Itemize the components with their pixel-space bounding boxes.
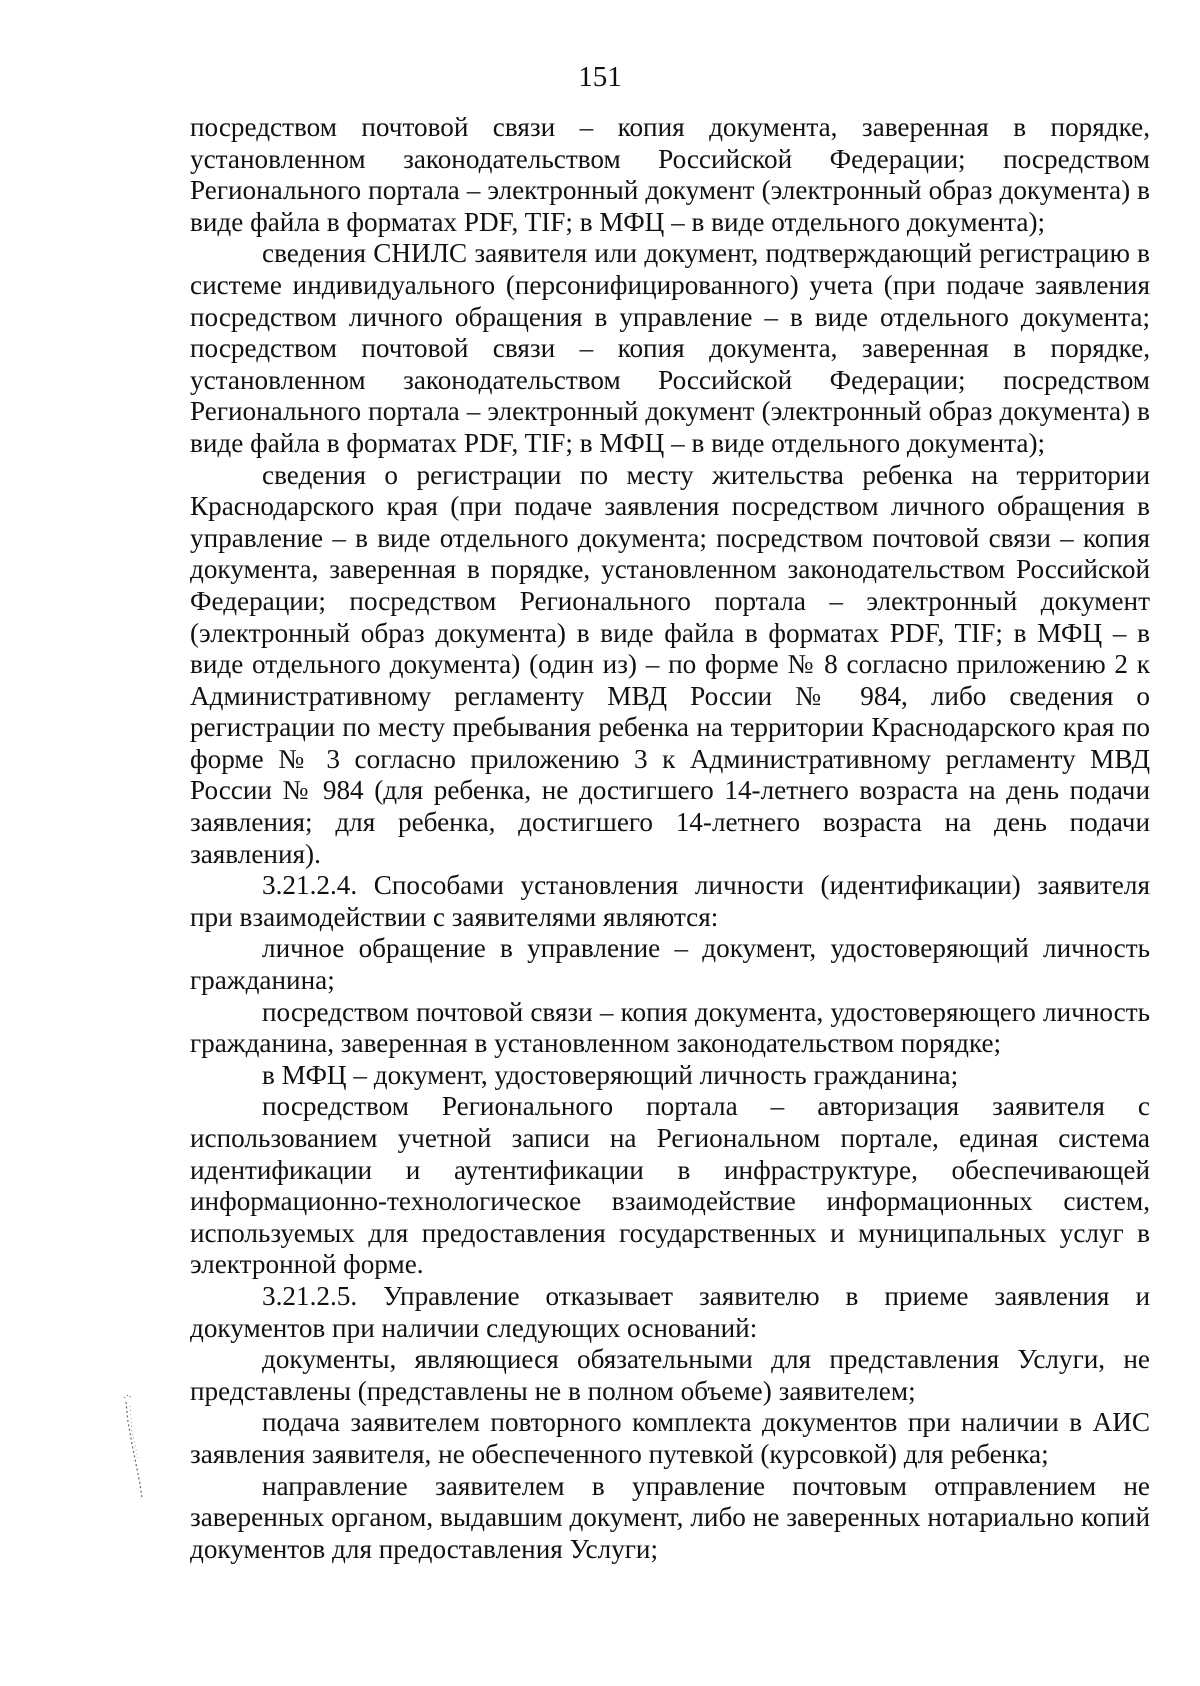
paragraph-postal-identity: посредством почтовой связи – копия документа, удостоверяющего личность гражданина, заверенная в установленном законодательством порядке;	[190, 996, 1150, 1059]
margin-pencil-mark	[118, 1392, 162, 1502]
paragraph-missing-documents: документы, являющиеся обязательными для представления Услуги, не представлены (представлены не в полном объеме) заявителем;	[190, 1344, 1150, 1406]
paragraph-refusal-grounds: 3.21.2.5. Управление отказывает заявителю в приеме заявления и документов при наличии следующих оснований:	[190, 1280, 1150, 1343]
document-body	[190, 112, 1150, 1565]
paragraph-mfc: в МФЦ – документ, удостоверяющий личность гражданина;	[262, 1059, 959, 1090]
paragraph-snils: сведения СНИЛС заявителя или документ, подтверждающий регистрацию в системе индивидуального (персонифицированного) учета (при подаче заявления посредством личного обращения в управление – в виде отдельного документа; посредством почтовой связи – копия документа, заверенная в порядке, установленном законодательством Российской Федерации; посредством Регионального портала – электронный документ (электронный образ документа) в виде файла в форматах PDF, TIF; в МФЦ – в виде отдельного документа);	[190, 238, 1150, 458]
paragraph-regional-portal: посредством Регионального портала – авторизация заявителя с использованием учетной записи на Региональном портале, единая система идентификации и аутентификации в инфраструктуре, обеспечивающей информационно-технологическое взаимодействие информационных систем, используемых для предоставления государственных и муниципальных услуг в электронной форме.	[190, 1091, 1150, 1280]
paragraph-postal-copy: посредством почтовой связи – копия документа, заверенная в порядке, установленном законодательством Российской Федерации; посредством Регионального портала – электронный документ (электронный образ документа) в виде файла в форматах PDF, TIF; в МФЦ – в виде отдельного документа);	[190, 112, 1150, 237]
paragraph-unverified-copies: направление заявителем в управление почтовым отправлением не заверенных органом, выдавшим документ, либо не заверенных нотариально копий документов для предоставления Услуги;	[190, 1470, 1150, 1564]
page-number: 151	[578, 61, 622, 93]
paragraph-registration: сведения о регистрации по месту жительства ребенка на территории Краснодарского края (при подаче заявления посредством личного обращения в управление – в виде отдельного документа; посредством почтовой связи – копия документа, заверенная в порядке, установленном законодательством Российской Федерации; посредством Регионального портала – электронный документ (электронный образ документа) в виде файла в форматах PDF, TIF; в МФЦ – в виде отдельного документа) (один из) – по форме № 8 согласно приложению 2 к Административному регламенту МВД России № 984, либо сведения о регистрации по месту пребывания ребенка на территории Краснодарского края по форме № 3 согласно приложению 3 к Административному регламенту МВД России № 984 (для ребенка, не достигшего 14-летнего возраста на день подачи заявления; для ребенка, достигшего 14-летнего возраста на день подачи заявления).	[190, 459, 1150, 869]
paragraph-identification-methods: 3.21.2.4. Способами установления личности (идентификации) заявителя при взаимодействии с заявителями являются:	[190, 870, 1150, 932]
paragraph-personal-visit: личное обращение в управление – документ, удостоверяющий личность гражданина;	[190, 933, 1150, 996]
paragraph-repeat-submission: подача заявителем повторного комплекта документов при наличии в АИС заявления заявителя, не обеспеченного путевкой (курсовкой) для ребенка;	[190, 1407, 1150, 1469]
